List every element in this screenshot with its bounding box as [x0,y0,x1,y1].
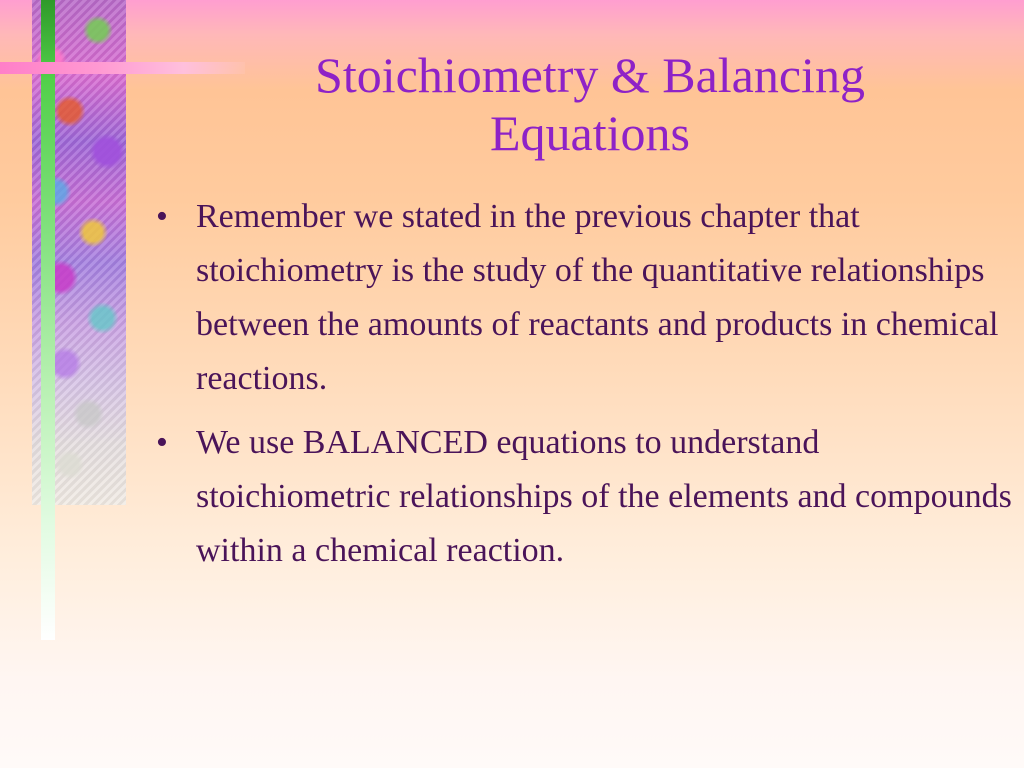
bullet-list [152,190,1014,588]
slide-title: Stoichiometry & Balancing Equations [315,47,865,161]
bullet-text: We use BALANCED equations to understand stoichiometric relationships of the elements and compounds within a chemical reaction. [196,424,1012,569]
bullet-text: Remember we stated in the previous chapter that stoichiometry is the study of the quantitative relationships between the amounts of reactants and products in chemical reactions. [196,198,999,397]
bullet-item [152,190,1014,406]
bullet-icon: • [156,198,168,235]
decorative-vertical-bar [41,0,55,640]
bullet-icon: • [156,424,168,461]
bullet-item [152,416,1014,578]
